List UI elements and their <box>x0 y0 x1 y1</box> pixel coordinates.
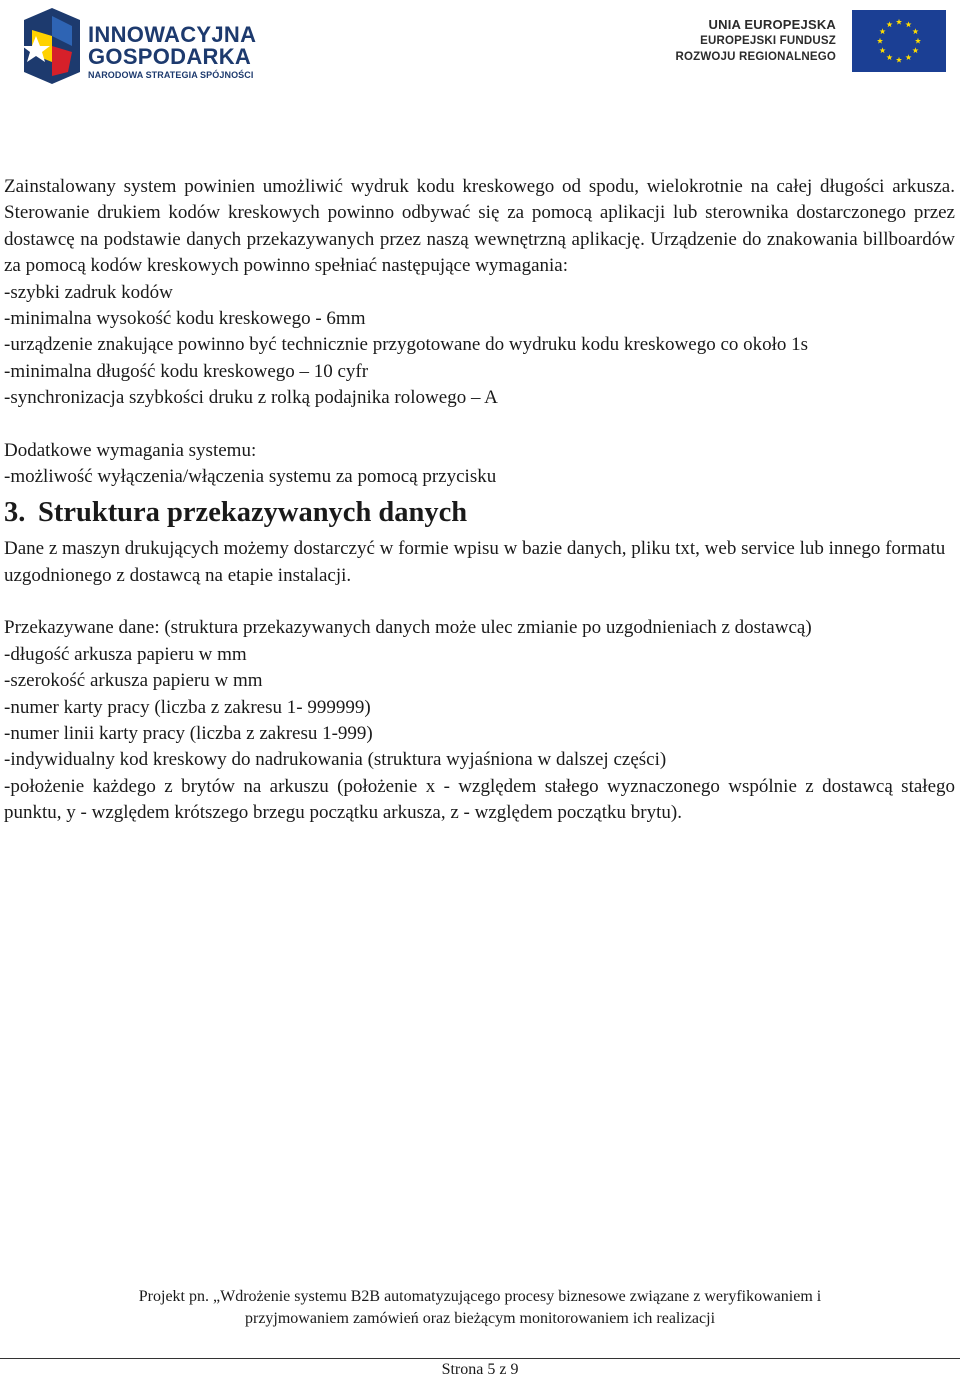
additional-requirement-item: -możliwość wyłączenia/włączenia systemu za pomocą przycisku <box>4 466 497 488</box>
transferred-data-item: -długość arkusza papieru w mm <box>4 643 247 665</box>
logo-text-unia-europejska: UNIA EUROPEJSKA <box>708 17 836 32</box>
page-number: Strona 5 z 9 <box>441 1361 519 1378</box>
transferred-data-intro: Przekazywane dane: (struktura przekazywanych danych może ulec zmianie po uzgodnieniach z dostawcą) <box>4 617 812 639</box>
requirement-item: -minimalna długość kodu kreskowego – 10 cyfr <box>4 360 369 382</box>
project-footer <box>0 1286 960 1330</box>
unia-europejska-logo <box>675 8 946 74</box>
data-paragraph: Dane z maszyn drukujących możemy dostarczyć w formie wpisu w bazie danych, pliku txt, web service lub innego formatu uzgodnionego z dostawcą na etapie instalacji. <box>4 538 946 586</box>
transferred-data-item: -numer karty pracy (liczba z zakresu 1- 999999) <box>4 696 371 718</box>
document-body <box>4 174 955 827</box>
requirement-item: -urządzenie znakujące powinno być technicznie przygotowane do wydruku kodu kreskowego co około 1s <box>4 334 809 356</box>
section-title: Struktura przekazywanych danych <box>38 497 468 529</box>
intro-paragraph: Zainstalowany system powinien umożliwić wydruk kodu kreskowego od spodu, wielokrotnie na całej długości arkusza. Sterowanie drukiem kodów kreskowych powinno odbywać się za pomocą aplikacji lub sterownika dostarczonego przez dostawcę na podstawie danych przekazywanych przez naszą wewnętrzną aplikację. Urządzenie do znakowania billboardów za pomocą kodów kreskowych powinno spełniać następujące wymagania: <box>4 176 955 277</box>
requirement-item: -minimalna wysokość kodu kreskowego - 6mm <box>4 308 366 330</box>
logo-text-strategia: NARODOWA STRATEGIA SPÓJNOŚCI <box>88 70 254 80</box>
requirement-item: -synchronizacja szybkości druku z rolką podajnika rolowego – A <box>4 387 498 409</box>
innowacyjna-gospodarka-logo <box>22 6 272 88</box>
requirement-item: -szybki zadruk kodów <box>4 281 173 303</box>
logo-text-rozwoju: ROZWOJU REGIONALNEGO <box>675 51 836 63</box>
section-number: 3. <box>4 497 26 529</box>
transferred-data-item: -szerokość arkusza papieru w mm <box>4 670 263 692</box>
additional-requirements-title: Dodatkowe wymagania systemu: <box>4 439 257 461</box>
project-line-2: przyjmowaniem zamówień oraz bieżącym monitorowaniem ich realizacji <box>244 1310 716 1327</box>
footer-divider <box>0 1358 960 1359</box>
logo-text-gospodarka: GOSPODARKA <box>88 44 252 69</box>
eu-flag-icon <box>852 10 946 72</box>
logo-text-innowacyjna: INNOWACYJNA <box>88 22 257 47</box>
project-line-1: Projekt pn. „Wdrożenie systemu B2B automatyzującego procesy biznesowe związane z weryfikowaniem i <box>138 1288 822 1305</box>
innowacyjna-gospodarka-emblem-icon <box>22 6 82 86</box>
section-heading <box>4 497 955 529</box>
logo-text-fundusz: EUROPEJSKI FUNDUSZ <box>700 35 836 47</box>
transferred-data-item: -indywidualny kod kreskowy do nadrukowania (struktura wyjaśniona w dalszej części) <box>4 749 667 771</box>
position-item: -położenie każdego z brytów na arkuszu (położenie x - względem stałego wyznaczonego wspólnie z dostawcą stałego punktu, y - względem krótszego brzegu początku arkusza, z - względem początku brytu). <box>4 775 955 824</box>
transferred-data-item: -numer linii karty pracy (liczba z zakresu 1-999) <box>4 722 373 744</box>
